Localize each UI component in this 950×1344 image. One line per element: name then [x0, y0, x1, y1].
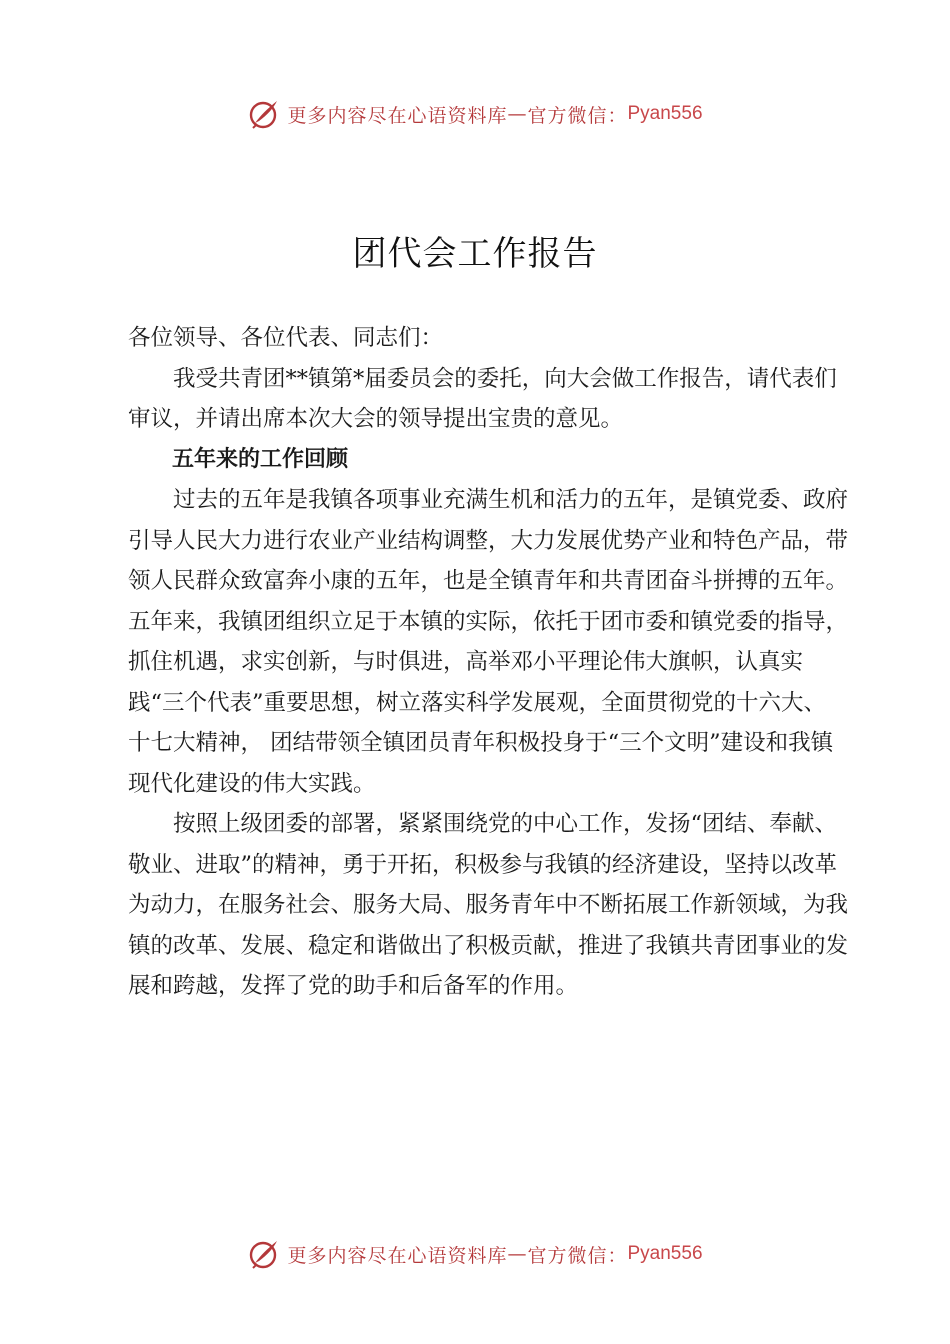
banner-wechat-label: 官方微信： [527, 104, 628, 127]
document-body [128, 318, 848, 1007]
banner-separator: — [507, 103, 528, 125]
quill-logo-icon [247, 1237, 281, 1271]
banner-site-name: 更多内容尽在心语资料库 [287, 1244, 508, 1267]
banner-wechat-label: 官方微信： [527, 1244, 628, 1267]
quill-logo-icon [247, 97, 281, 131]
banner-wechat-id: Pyan556 [627, 103, 703, 124]
footer-banner [0, 1234, 950, 1274]
banner-wechat-id: Pyan556 [627, 1243, 703, 1264]
body-paragraph-1: 过去的五年是我镇各项事业充满生机和活力的五年，是镇党委、政府引导人民大力进行农业产业结构调整，大力发展优势产业和特色产品，带领人民群众致富奔小康的五年，也是全镇青年和共青团奋斗拼搏的五年。五年来，我镇团组织立足于本镇的实际，依托于团市委和镇党委的指导，抓住机遇，求实创新，与时俱进，高举邓小平理论伟大旗帜，认真实践“三个代表”重要思想，树立落实科学发展观，全面贯彻党的十六大、十七大精神， 团结带领全镇团员青年积极投身于“三个文明”建设和我镇现代化建设的伟大实践。 [128, 487, 849, 797]
document-title: 团代会工作报告 [352, 234, 598, 274]
header-banner [0, 94, 950, 134]
salutation: 各位领导、各位代表、同志们： [128, 325, 444, 351]
banner-separator: — [507, 1243, 528, 1265]
section-heading: 五年来的工作回顾 [172, 446, 349, 472]
banner-site-name: 更多内容尽在心语资料库 [287, 104, 508, 127]
intro-paragraph: 我受共青团**镇第*届委员会的委托，向大会做工作报告，请代表们审议，并请出席本次大会的领导提出宝贵的意见。 [128, 365, 837, 432]
body-paragraph-2: 按照上级团委的部署，紧紧围绕党的中心工作，发扬“团结、奉献、敬业、进取”的精神，勇于开拓，积极参与我镇的经济建设，坚持以改革为动力，在服务社会、服务大局、服务青年中不断拓展工作新领域，为我镇的改革、发展、稳定和谐做出了积极贡献，推进了我镇共青团事业的发展和跨越，发挥了党的助手和后备军的作用。 [128, 811, 849, 999]
